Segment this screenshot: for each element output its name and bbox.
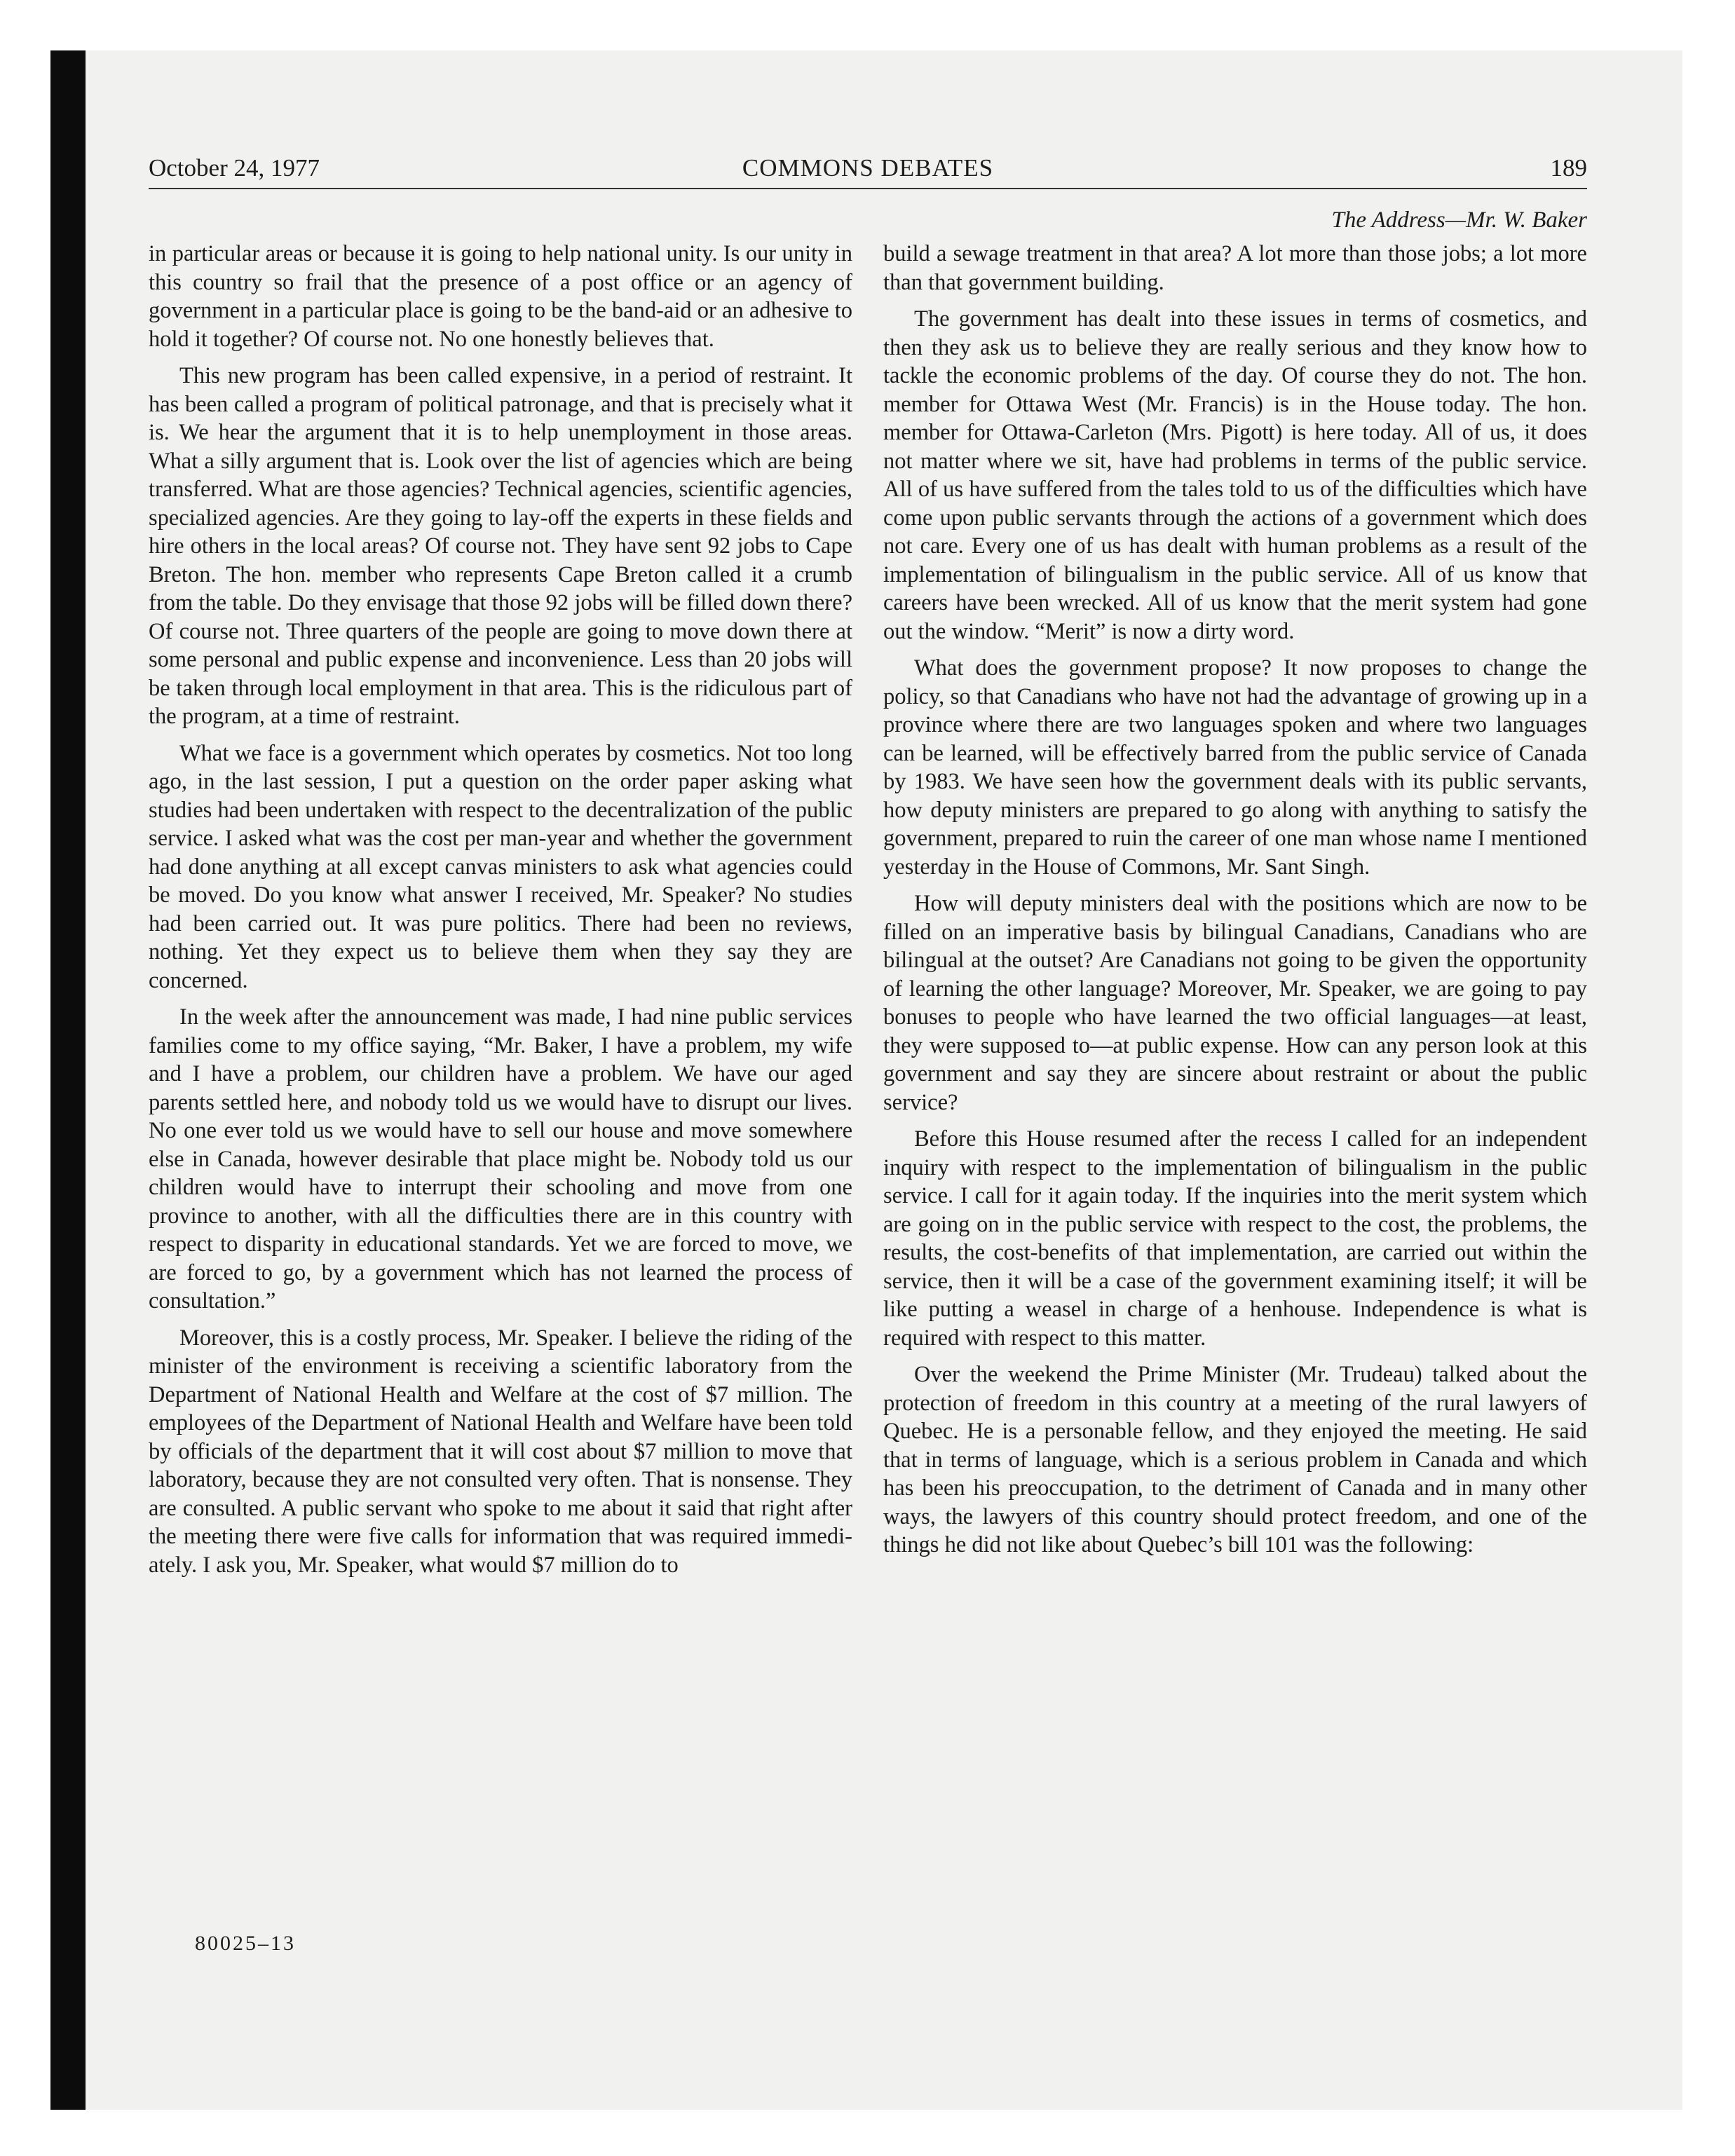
- paragraph: in particular areas or because it is going to help national unity. Is our unity in this country so frail that the presence of a post office or an agency of government in a particular place is going to be the band-aid or an adhesive to hold it together? Of course not. No one honestly believes that.: [149, 241, 852, 352]
- paragraph: What we face is a government which operates by cosmetics. Not too long ago, in the last session, I put a question on the order paper asking what studies had been undertaken with respect to the decentralization of the public service. I asked what was the cost per man-year and whether the government had done anything at all except canvas ministers to ask what agencies could be moved. Do you know what answer I received, Mr. Speaker? No studies had been carried out. It was pure politics. There had been no reviews, nothing. Yet they expect us to believe them when they say they are concerned.: [149, 740, 852, 993]
- right-column: [883, 240, 1587, 1568]
- paragraph: Before this House resumed after the recess I called for an independent inquiry with respect to the implementation of bilingualism in the public service. I call for it again today. If the inquiries into the merit system which are going on in the public service with respect to the cost, the problems, the results, the cost-benefits of that implementation, are carried out within the service, then it will be a case of the government examining itself; it will be like putting a weasel in charge of a henhouse. Independence is what is required with respect to this matter.: [883, 1126, 1587, 1351]
- left-column: [149, 240, 852, 1588]
- header-page-number: 189: [1550, 154, 1587, 182]
- header-rule: [149, 188, 1587, 189]
- header-publication: COMMONS DEBATES: [742, 154, 994, 182]
- paragraph: Over the weekend the Prime Minister (Mr. Trudeau) talked about the protection of freedom in this country at a meeting of the rural lawyers of Quebec. He is a personable fellow, and they enjoyed the meeting. He said that in terms of language, which is a serious problem in Canada and which has been his preoccupation, to the detriment of Canada and in many other ways, the lawyers of this country should protect freedom, and one of the things he did not like about Quebec’s bill 101 was the following:: [883, 1362, 1587, 1557]
- paragraph: This new program has been called expensive, in a period of restraint. It has been called a program of political patronage, and that is precisely what it is. We hear the argument that it is to help unemployment in those areas. What a silly argument that is. Look over the list of agencies which are being transferred. What are those agencies? Technical agencies, scientific agencies, specialized agencies. Are they going to lay-off the experts in these fields and hire others in the local areas? Of course not. They have sent 92 jobs to Cape Breton. The hon. member who represents Cape Breton called it a crumb from the table. Do they envisage that those 92 jobs will be filled down there? Of course not. Three quarters of the people are going to move down there at some personal and public expense and inconvenience. Less than 20 jobs will be taken through local employment in that area. This is the ridiculous part of the program, at a time of restraint.: [149, 363, 852, 729]
- header-date: October 24, 1977: [149, 154, 320, 182]
- paragraph: How will deputy ministers deal with the positions which are now to be filled on an imperative basis by bilingual Canadians, Canadians who are bilingual at the outset? Are Canadians not going to be given the opportunity of learning the other language? Moreover, Mr. Speaker, we are going to pay bonuses to people who have learned the two official languages—at least, they were supposed to—at public expense. How can any person look at this government and say they are sincere about restraint or about the public service?: [883, 891, 1587, 1115]
- paragraph: Moreover, this is a costly process, Mr. Speaker. I believe the riding of the minister of the environment is receiving a scientific laboratory from the Department of National Health and Welfare at the cost of $7 million. The employees of the Department of National Health and Welfare have been told by officials of the department that it will cost about $7 million to move that laboratory, because they are not consulted very often. That is nonsense. They are consulted. A public servant who spoke to me about it said that right after the meeting there were five calls for information that was required immediately. I ask you, Mr. Speaker, what would $7 million do to: [149, 1325, 852, 1578]
- paragraph: What does the government propose? It now proposes to change the policy, so that Canadians who have not had the advantage of growing up in a province where there are two languages spoken and where two languages can be learned, will be effectively barred from the public service of Canada by 1983. We have seen how the government deals with its public servants, how deputy ministers are prepared to go along with anything to satisfy the government, prepared to ruin the career of one man whose name I mentioned yesterday in the House of Commons, Mr. Sant Singh.: [883, 655, 1587, 880]
- page-header: [149, 149, 1587, 188]
- paragraph: The government has dealt into these issues in terms of cosmetics, and then they ask us to believe they are really serious and they know how to tackle the economic problems of the day. Of course they do not. The hon. member for Ottawa West (Mr. Francis) is in the House today. The hon. member for Ottawa-Carleton (Mrs. Pigott) is here today. All of us, it does not matter where we sit, have had problems in terms of the public service. All of us have suffered from the tales told to us of the difficulties which have come upon public servants through the actions of a government which does not care. Every one of us has dealt with human problems as a result of the implementation of bilingualism in the public service. All of us know that careers have been wrecked. All of us know that the merit system had gone out the window. “Merit” is now a dirty word.: [883, 306, 1587, 644]
- paragraph: In the week after the announcement was made, I had nine public services families come to my office saying, “Mr. Baker, I have a problem, my wife and I have a problem, our children have a problem. We have our aged parents settled here, and nobody told us we would have to disrupt our lives. No one ever told us we would have to sell our house and move somewhere else in Canada, however desirable that place might be. Nobody told us our children would have to interrupt their schooling and move from one province to another, with all the difficulties there are in this country with respect to disparity in educational standards. Yet we are forced to move, we are forced to go, by a government which has not learned the process of consultation.”: [149, 1004, 852, 1314]
- footer-code: 80025–13: [195, 1932, 296, 1955]
- binding-edge: [50, 50, 86, 2110]
- running-head: The Address—Mr. W. Baker: [1331, 207, 1587, 233]
- paragraph: build a sewage treatment in that area? A lot more than those jobs; a lot more than that government building.: [883, 241, 1587, 295]
